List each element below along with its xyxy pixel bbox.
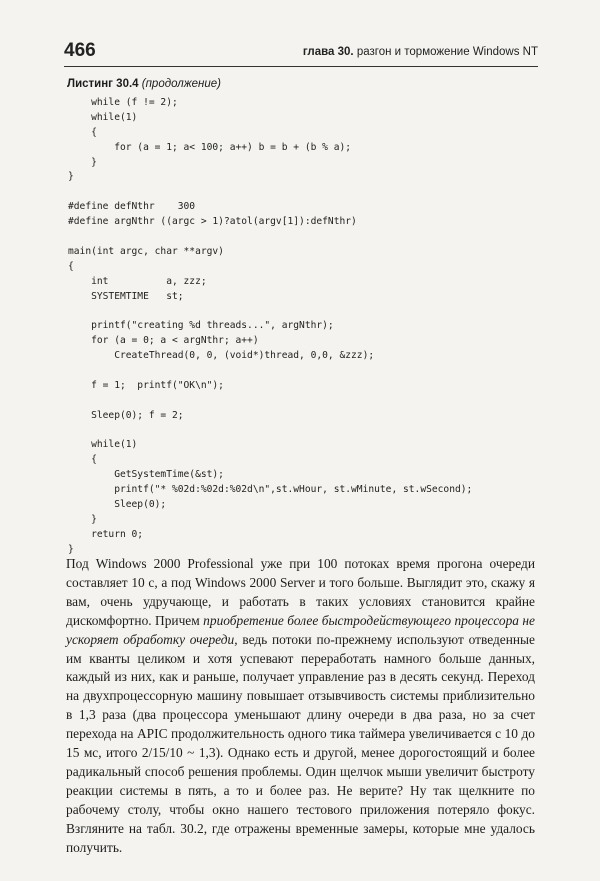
running-header <box>303 46 538 58</box>
code-line: for (a = 0; a < argNthr; a++) <box>68 335 259 347</box>
code-line: Sleep(0); <box>68 499 167 511</box>
code-line: for (a = 1; a< 100; a++) b = b + (b % a); <box>68 141 352 153</box>
code-line <box>68 185 472 200</box>
code-line: return 0; <box>68 528 144 540</box>
code-line: #define defNthr 300 <box>68 201 196 213</box>
paragraph-text-before: Под Windows 2000 Professional уже при 100 потоках время прогона очереди составляет 10 с, а под Windows 2000 Server и того больше. Выглядит это, скажу я вам, очень удручающе, и работать в таких условиях становится крайне дискомфортно. Причем <box>66 556 535 628</box>
code-line <box>68 424 472 439</box>
code-line: printf("creating %d threads...", argNthr); <box>68 320 334 332</box>
code-line: printf("* %02d:%02d:%02d\n",st.wHour, st.wMinute, st.wSecond); <box>68 484 473 496</box>
code-line: #define argNthr ((argc > 1)?atol(argv[1]):defNthr) <box>68 216 357 228</box>
code-line: } <box>68 156 97 168</box>
chapter-title: разгон и торможение Windows NT <box>356 46 538 58</box>
code-line: CreateThread(0, 0, (void*)thread, 0,0, &zzz); <box>68 350 375 362</box>
code-line <box>68 230 472 245</box>
code-line: { <box>68 260 74 272</box>
code-line <box>68 304 472 319</box>
header-divider <box>64 66 538 67</box>
listing-label: Листинг 30.4 <box>67 78 139 90</box>
code-line: while(1) <box>68 439 138 451</box>
code-line: while(1) <box>68 111 138 123</box>
code-line: } <box>68 543 74 555</box>
paragraph-text-after: , ведь потоки по-прежнему используют отведенные им кванты целиком и хотя успевают переработать намного больше данных, каждый из них, как и раньше, получает управление раз в десять секунд. Переход на двухпроцессорную машину повышает отзывчивость системы приблизительно в 1,3 раза (два процессора уменьшают длину очереди в два раза, но за счет перехода на APIC продолжительность одного тика таймера увеличивается с 10 до 15 мс, итого 2/15/10 ~ 1,3). Однако есть и другой, менее дорогостоящий и более радикальный способ решения проблемы. Один щелчок мыши увеличит быстроту реакции системы в пять, а то и более раз. Не верите? Ну так щелкните по рабочему столу, чтобы окно нашего тестового приложения потеряло фокус. Взгляните на табл. 30.2, где отражены временные замеры, которые мне удалось получить. <box>66 631 535 855</box>
code-line: } <box>68 171 74 183</box>
code-line: int a, zzz; <box>68 275 207 287</box>
code-line: { <box>68 454 97 466</box>
code-line <box>68 394 472 409</box>
code-listing <box>68 96 472 558</box>
code-line: f = 1; printf("OK\n"); <box>68 379 224 391</box>
code-line: while (f != 2); <box>68 97 178 108</box>
code-line: main(int argc, char **argv) <box>68 245 224 257</box>
code-line: GetSystemTime(&st); <box>68 469 224 481</box>
code-line: SYSTEMTIME st; <box>68 290 184 302</box>
code-line: } <box>68 513 97 525</box>
chapter-label: глава 30. <box>302 46 354 58</box>
listing-caption <box>67 78 221 90</box>
code-line: { <box>68 126 97 138</box>
paragraph-emphasis: приобретение более быстродействующего процессора не ускоряет обработку очереди <box>66 612 536 647</box>
body-paragraph <box>66 555 535 858</box>
listing-continuation: (продолжение) <box>141 78 221 90</box>
code-line <box>68 364 472 379</box>
code-line: Sleep(0); f = 2; <box>68 409 184 421</box>
page-number: 466 <box>64 40 96 61</box>
